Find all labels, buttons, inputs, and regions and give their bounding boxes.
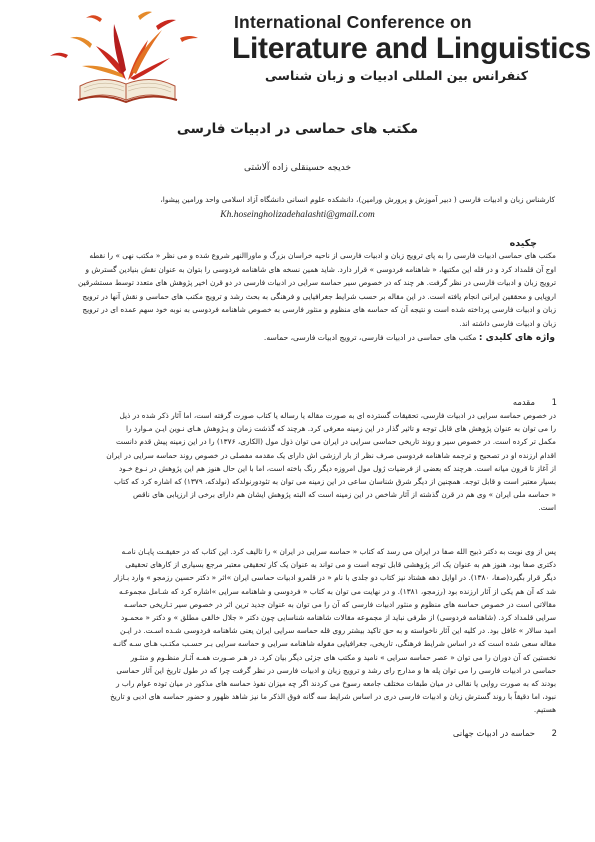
section-number: 2 [551,728,557,738]
body-line: حماسی در ادبیات فارسی را می توان پله ها و مدارج رای رشد و ترویج زبان و ادبیات فارسی در نظر گرفت چرا که در طول تاریخ این آثار حماسی [116,665,556,675]
body-line: هستیم. [533,705,556,715]
body-line: شد که آن هم یکی از آثار ارزنده بود (رزمجو، ۱۳۸۱). و در نهایت می توان به کتاب « فردوسی و شاهنامه سرایی »اشاره کرد که شـامل مجموعـه [118,586,556,596]
body-line: در خصوص حماسه سرایی در ادبیات فارسی، تحقیقات گسترده ای به صورت مقاله یا رساله یا کتاب صورت گرفته است، اما آثار ذکر شده در ذیل [119,411,556,420]
section-heading-world-epic [453,728,557,738]
body-line: را می توان به عنوان پژوهش های قابل توجه و تاثیر گذار در این زمینه معرفی کرد. هرچند که گذشت زمان و پـژوهش هـای نـوین ایـن مـوارد را [125,424,556,434]
conference-title-line2: Literature and Linguistics [232,32,591,65]
body-line: سرایی قلمداد کرد. (شاهنامه فردوسی) از طرفی نباید از مجموعه مقالات شاهنامه شناسایی چون دکتر « جلال خالقی مطلق » و دکتر « محمـود [120,612,556,622]
abstract-line: اوج آن قلمداد کرد و در قله این مکتبها، « شاهنامه فردوسی » قرار دارد. شاید همین نسخه های شاهنامه فردوسی را بتوان به عنوان نقش بنیادین گسترش و [85,264,556,274]
section-title: حماسه در ادبیات جهانی [452,728,535,738]
conference-title-persian: کنفرانس بین المللی ادبیات و زبان شناسی [265,68,528,83]
paper-title: مکتب های حماسی در ادبیات فارسی [176,121,419,137]
section-heading-introduction [513,397,557,407]
body-line: دیگر قرار بگیرد(صفا، ۱۳۸۰). در اوایل دهه هشتاد نیز کتاب دو جلدی با نام « در قلمرو ادبیات حماسی ایران »اثر « دکتر حسین رزمجو » وارد بـازار [113,573,556,583]
abstract-line: زبان و ادبیات فارسی پرداخته شده است و نتیجه آن که حماسه های منظوم و منثور فارسی به خصوص شاهنامه فردوسی به نوبه خود سهم عمده ای در ترویج [82,305,556,314]
keywords-text: مکتب های حماسی در ادبیات فارسی، ترویج ادبیات فارسی، حماسه. [263,333,477,342]
conference-logo [30,8,215,103]
body-line: امید سالار » غافل بود. در کلیه این آثار ناخواسته و به حق تاکید بیشتر روی قله حماسه سرایی ایران یعنی شاهنامه فردوسی شـده اسـت. در ایـن [120,626,556,636]
body-line: نخستین که آن دوران را می توان « عصر حماسه سرایی » نامید و مکتب های جزئی دیگر بیان کرد. در هـر صـورت همـه آثـار منظـوم و منثـور [130,652,556,662]
abstract-line: ترویج زبان و ادبیات فارسی در نظر گرفت. هر چند که در خصوص سیر حماسه سرایی در ادبیات فارسی در دو قرن اخیر پژوهش های متعدد توسط مستشرقین [77,278,556,287]
body-line: بودند که به صورت روایی یا نقالی در میان طبقات مختلف جامعه رسوخ می کردند اگر چه میزان نفوذ حماسه های مذکور در میان توده عوام راب ر [116,678,556,688]
body-line: مقاله سعی شده است که در اساس شرایط فرهنگی، تاریخی، جغرافیایی مقوله شاهنامه سرایی و حماسه سرایی بـر حسـب مکتـب هـای سـه گانـه [112,639,556,649]
body-line: از آغاز تا قرون میانه است. هرچند که بعضی از فرضیات ژول مول امروزه دیگر رنگ باخته است، اما با این حال هنوز هم این پژوهش در نـوع خـود [118,463,556,473]
body-line: مقالاتی است در خصوص حماسه های منظوم و منثور ادبیات فارسی که آن را می توان به عنوان جدید ترین اثر در خصوص سیر تـاریخی حماسـه [123,599,556,609]
abstract-body [52,249,556,330]
body-line: مکمل تر کرده است. در خصوص سیر و روند تاریخی حماسی سرایی در ایران می توان ذول مول (الکاری، ۱۳۷۶) را در این زمینه پیش قدم دانست [115,437,556,447]
keywords [264,333,555,343]
open-book-icon [78,79,177,102]
body-line: دکتری صفا بود، هنوز هم به عنوان یک اثر پژوهشی قابل توجه است و می تواند به عنوان یک کار تحقیقی معتبر مرجع بسیاری از کارهای تحقیقی [125,560,556,570]
author-email[interactable]: Kh.hoseingholizadehalashti@gmail.com [220,210,375,220]
author-affiliation: کارشناس زبان و ادبیات فارسی ( دبیر آموزش و پرورش ورامین)، دانشکده علوم انسانی دانشگاه آزاد اسلامی واحد ورامین پیشوا، [160,195,555,204]
body-line: اقدام ارزنده او در تصحیح و ترجمه شاهنامه فردوسی صرف نظر از بار ارزشی اش دارای یک مقدمه مفصلی در خصوص روند حماسه سرایی در ایران [106,450,556,460]
body-line: پس از وی نوبت به دکتر ذبیح الله صفا در ایران می رسد که کتاب « حماسه سرایی در ایران » را تالیف کرد. این کتاب که در حقیقـت پایـان نامـه [121,547,556,556]
body-line: « حماسه ملی ایران » وی هم در قرن گذشته از آثار شاخص در این زمینه است که البته پژوهش ایشان هم دارای برخی از ارزیابی های ناقص [133,490,556,500]
abstract-line: زبان و ادبیات فارسی داشته اند. [459,318,556,328]
conference-title-line1: International Conference on [234,12,472,32]
abstract-line: مکتب های حماسی ادبیات فارسی را به پای ترویج زبان و ادبیات فارسی از ناحیه خراسان بزرگ و ماوراالنهر شروع شده و می نظر « مکتب نهی » را نقطه [89,251,556,260]
intro-paragraph-1 [52,409,556,515]
section-title: مقدمه [512,397,535,407]
body-line: نبود، اما دقیقاً با روند گسترش زبان و ادبیات فارسی دری در اساس شرایط سه گانه فوق الذکر ما نیز شاهد ظهور و حضور حماسه های ادبی و تاریخ [110,692,556,702]
keywords-label: واژه های کلیدی : [478,333,555,343]
body-line: بسیار معتبر است و قابل توجه. همچنین از دیگر شرق شناسان ساعی در این زمینه می توان به تئودورنولدکه (نولدکه، ۱۳۷۹) که اشاره کرد که کتاب [113,476,556,486]
abstract-line: اروپایی و محققین ایرانی انجام یافته است. در این مقاله بر حسب شرایط جغرافیایی و فرهنگی به بحث رشد و ترویج مکتب های حماسی و نقش آنها در ترویج [82,291,556,301]
intro-paragraph-2 [52,545,556,716]
abstract-heading: چکیده [509,238,537,249]
section-number: 1 [551,397,557,407]
body-line: است. [538,503,556,513]
author-name: خدیجه حسینقلی زاده آلاشتی [243,163,352,173]
flying-leaves-icon [50,12,198,81]
